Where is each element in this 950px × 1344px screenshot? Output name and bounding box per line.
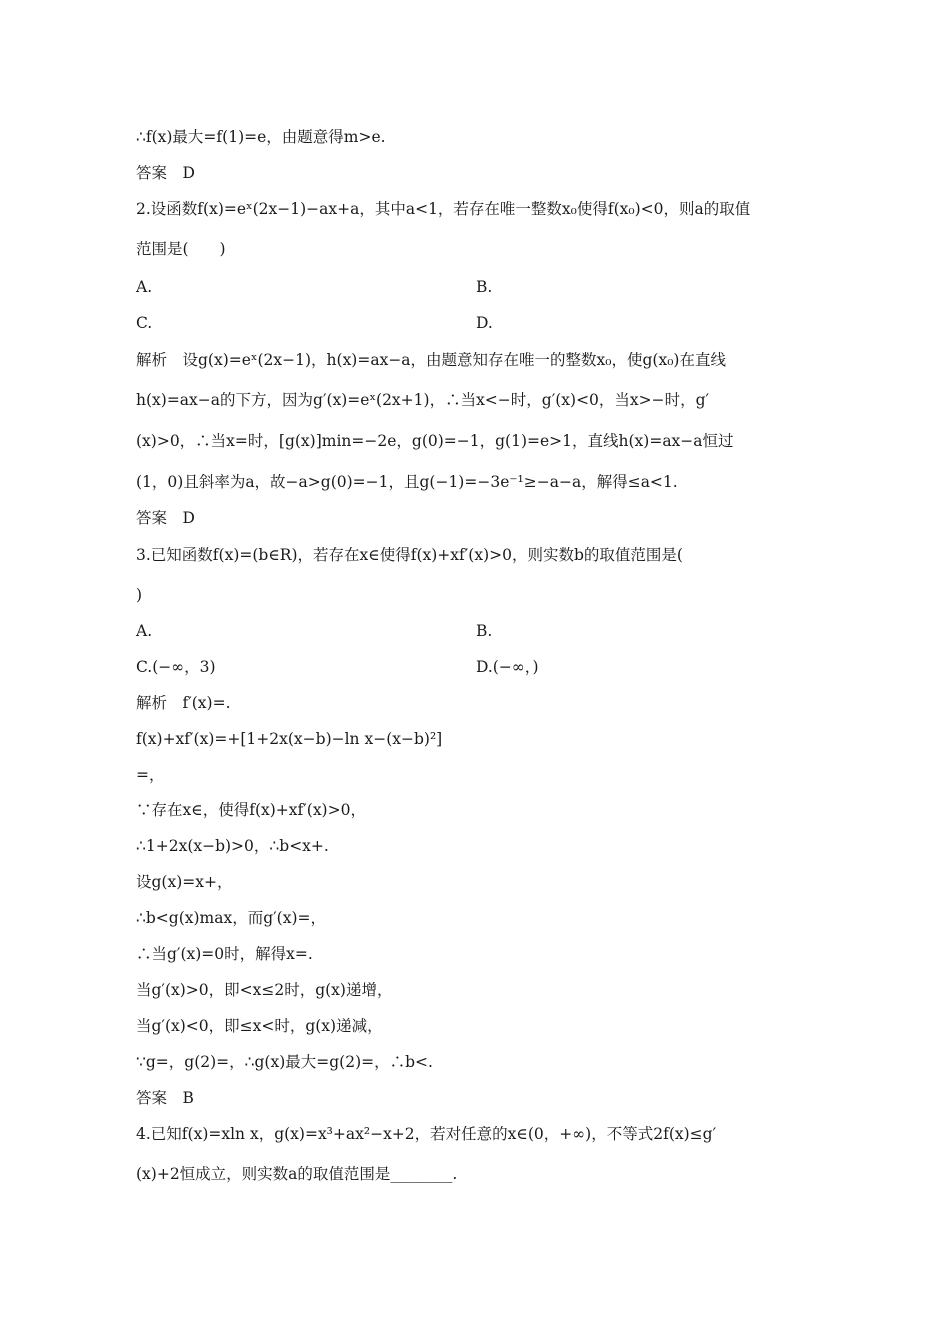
option-a: A. (136, 278, 153, 296)
option-b: B. (476, 622, 493, 640)
question-4-line-2: (x)+2恒成立，则实数a的取值范围是________. (136, 1165, 458, 1183)
option-b: B. (476, 278, 493, 296)
option-d: D.(−∞，) (476, 658, 539, 676)
solution-line: 解析 设g(x)=eˣ(2x−1)，h(x)=ax−a，由题意知存在唯一的整数x₀，使g(x₀)在直线 (136, 351, 726, 369)
solution-line: ∴b<g(x)max，而g′(x)=， (136, 909, 326, 927)
option-c: C.(−∞，3) (136, 658, 216, 676)
solution-line: =， (136, 766, 165, 784)
option-d: D. (476, 314, 493, 332)
text-line: ∴f(x)最大=f(1)=e，由题意得m>e. (136, 128, 386, 146)
solution-line: ∴1+2x(x−b)>0，∴b<x+. (136, 837, 329, 855)
answer-line: 答案 D (136, 164, 195, 182)
solution-line: ∵存在x∈，使得f(x)+xf′(x)>0， (136, 801, 366, 819)
question-2-line-2: 范围是( ) (136, 240, 226, 258)
solution-line: ∵g=，g(2)=，∴g(x)最大=g(2)=，∴b<. (136, 1053, 433, 1071)
answer-line: 答案 D (136, 509, 195, 527)
solution-line: 当g′(x)<0，即≤x<时，g(x)递减， (136, 1017, 383, 1035)
option-a: A. (136, 622, 153, 640)
solution-line: 解析 f′(x)=. (136, 694, 231, 712)
question-4-line-1: 4.已知f(x)=xln x，g(x)=x³+ax²−x+2，若对任意的x∈(0，+∞)，不等式2f(x)≤g′ (136, 1125, 717, 1143)
question-3-line-2: ) (136, 586, 143, 604)
solution-line: 设g(x)=x+， (136, 873, 233, 891)
solution-line: f(x)+xf′(x)=+[1+2x(x−b)−ln x−(x−b)²] (136, 730, 443, 748)
solution-line: 当g′(x)>0，即<x≤2时，g(x)递增， (136, 981, 393, 999)
question-3-line-1: 3.已知函数f(x)=(b∈R)，若存在x∈使得f(x)+xf′(x)>0，则实数b的取值范围是( (136, 546, 683, 564)
solution-line: (1，0)且斜率为a，故−a>g(0)=−1，且g(−1)=−3e⁻¹≥−a−a，解得≤a<1. (136, 473, 678, 491)
solution-line: ∴当g′(x)=0时，解得x=. (136, 945, 313, 963)
solution-line: h(x)=ax−a的下方，因为g′(x)=eˣ(2x+1)，∴当x<−时，g′(x)<0，当x>−时，g′ (136, 391, 710, 409)
option-c: C. (136, 314, 153, 332)
answer-line: 答案 B (136, 1089, 194, 1107)
solution-line: (x)>0，∴当x=时，[g(x)]min=−2e，g(0)=−1，g(1)=e>1，直线h(x)=ax−a恒过 (136, 432, 734, 450)
question-2-line-1: 2.设函数f(x)=eˣ(2x−1)−ax+a，其中a<1，若存在唯一整数x₀使得f(x₀)<0，则a的取值 (136, 200, 751, 218)
